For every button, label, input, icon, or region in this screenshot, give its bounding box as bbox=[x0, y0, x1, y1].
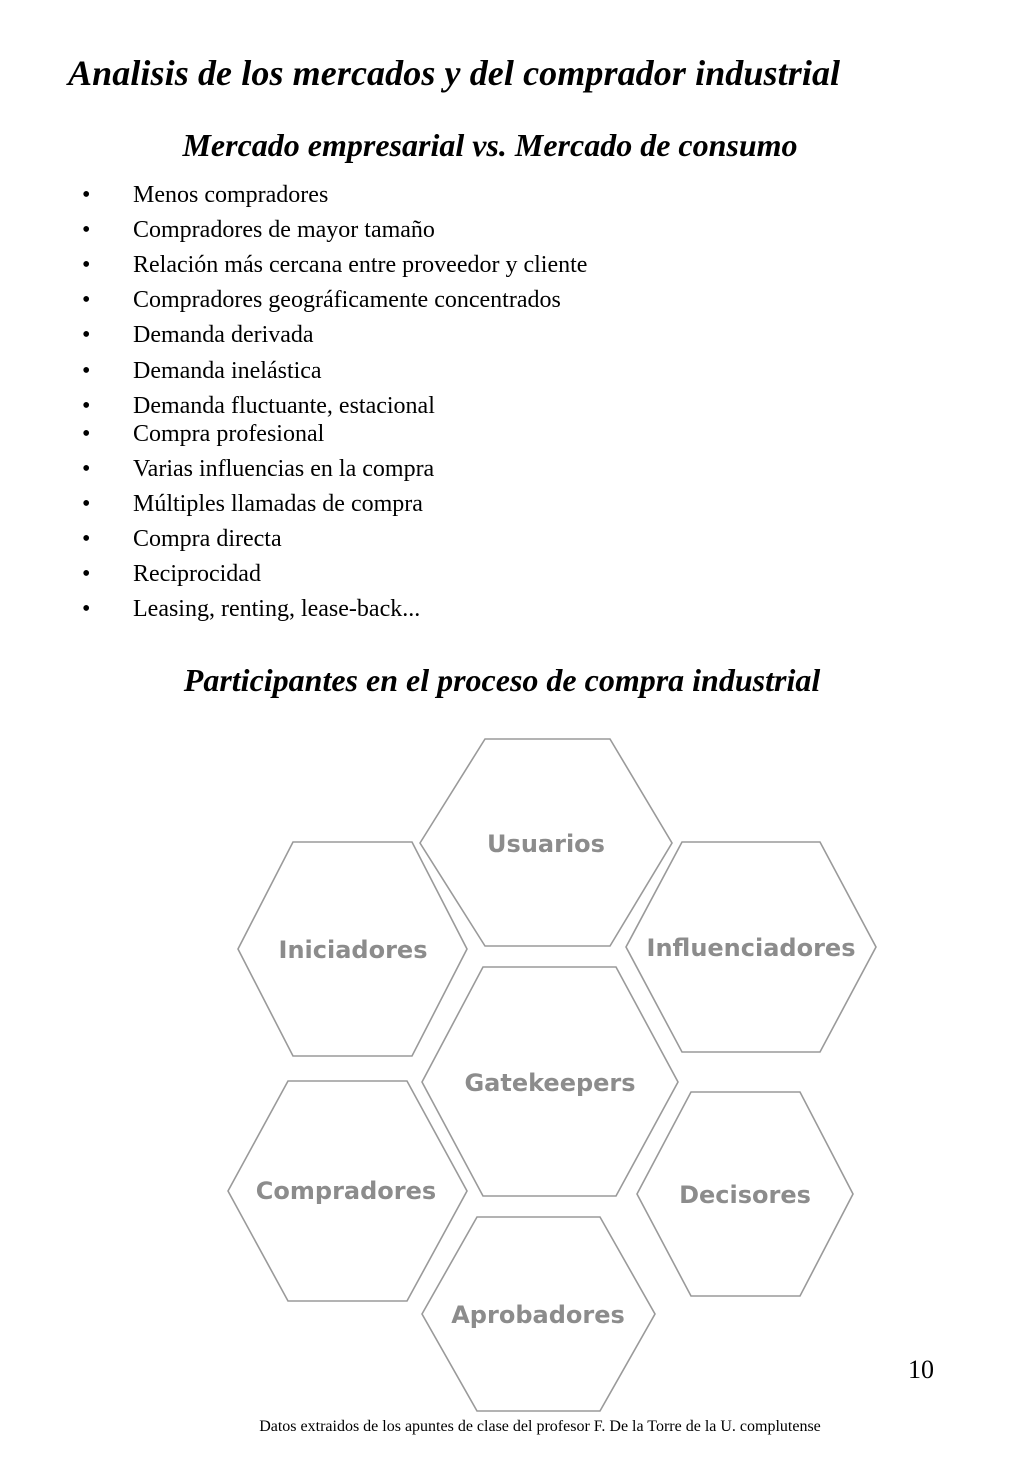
hexagon-label-gatekeepers: Gatekeepers bbox=[464, 1069, 636, 1097]
hexagon-iniciadores bbox=[238, 842, 467, 1056]
section-heading-participants: Participantes en el proceso de compra industrial bbox=[183, 662, 821, 698]
hexagon-label-iniciadores: Iniciadores bbox=[278, 936, 428, 964]
hexagon-usuarios bbox=[420, 739, 672, 946]
hexagon-gatekeepers bbox=[422, 967, 678, 1196]
bullet-icon: • bbox=[82, 561, 91, 587]
list-item-text: Varias influencias en la compra bbox=[133, 456, 435, 482]
hexagon-label-decisores: Decisores bbox=[679, 1181, 811, 1209]
list-item-text: Compradores de mayor tamaño bbox=[133, 217, 435, 243]
hexagon-decisores bbox=[637, 1092, 853, 1296]
footer-source-note: Datos extraidos de los apuntes de clase del profesor F. De la Torre de la U. complutense bbox=[259, 1418, 821, 1435]
list-item-text: Reciprocidad bbox=[133, 561, 261, 587]
bullet-icon: • bbox=[82, 393, 91, 419]
bullet-icon: • bbox=[82, 358, 91, 384]
section-heading-market-comparison: Mercado empresarial vs. Mercado de consumo bbox=[182, 127, 798, 163]
list-item-text: Compra profesional bbox=[133, 421, 325, 447]
hexagon-influenciadores bbox=[626, 842, 876, 1052]
list-item-text: Leasing, renting, lease-back... bbox=[133, 596, 421, 622]
list-item-text: Compra directa bbox=[133, 526, 282, 552]
bullet-icon: • bbox=[82, 287, 91, 313]
list-item-text: Relación más cercana entre proveedor y cliente bbox=[133, 252, 588, 278]
bullet-icon: • bbox=[82, 322, 91, 348]
bullet-icon: • bbox=[82, 526, 91, 552]
bullet-icon: • bbox=[82, 252, 91, 278]
list-item-text: Múltiples llamadas de compra bbox=[133, 491, 423, 517]
bullet-icon: • bbox=[82, 182, 91, 208]
hexagon-aprobadores bbox=[422, 1217, 655, 1411]
bullet-icon: • bbox=[82, 217, 91, 243]
hexagon-label-aprobadores: Aprobadores bbox=[451, 1301, 625, 1329]
list-item-text: Compradores geográficamente concentrados bbox=[133, 287, 561, 313]
hexagon-label-compradores: Compradores bbox=[255, 1177, 437, 1205]
list-item-text: Menos compradores bbox=[133, 182, 329, 208]
bullet-icon: • bbox=[82, 456, 91, 482]
list-item-text: Demanda inelástica bbox=[133, 358, 322, 384]
list-item-text: Demanda fluctuante, estacional bbox=[133, 393, 435, 419]
hexagon-label-influenciadores: Influenciadores bbox=[646, 934, 856, 962]
page-number: 10 bbox=[908, 1355, 934, 1384]
bullet-icon: • bbox=[82, 491, 91, 517]
bullet-icon: • bbox=[82, 596, 91, 622]
list-item-text: Demanda derivada bbox=[133, 322, 314, 348]
bullet-icon: • bbox=[82, 421, 91, 447]
page-title: Analisis de los mercados y del comprador industrial bbox=[68, 53, 841, 93]
hexagon-compradores bbox=[228, 1081, 467, 1301]
hexagon-label-usuarios: Usuarios bbox=[487, 830, 605, 858]
